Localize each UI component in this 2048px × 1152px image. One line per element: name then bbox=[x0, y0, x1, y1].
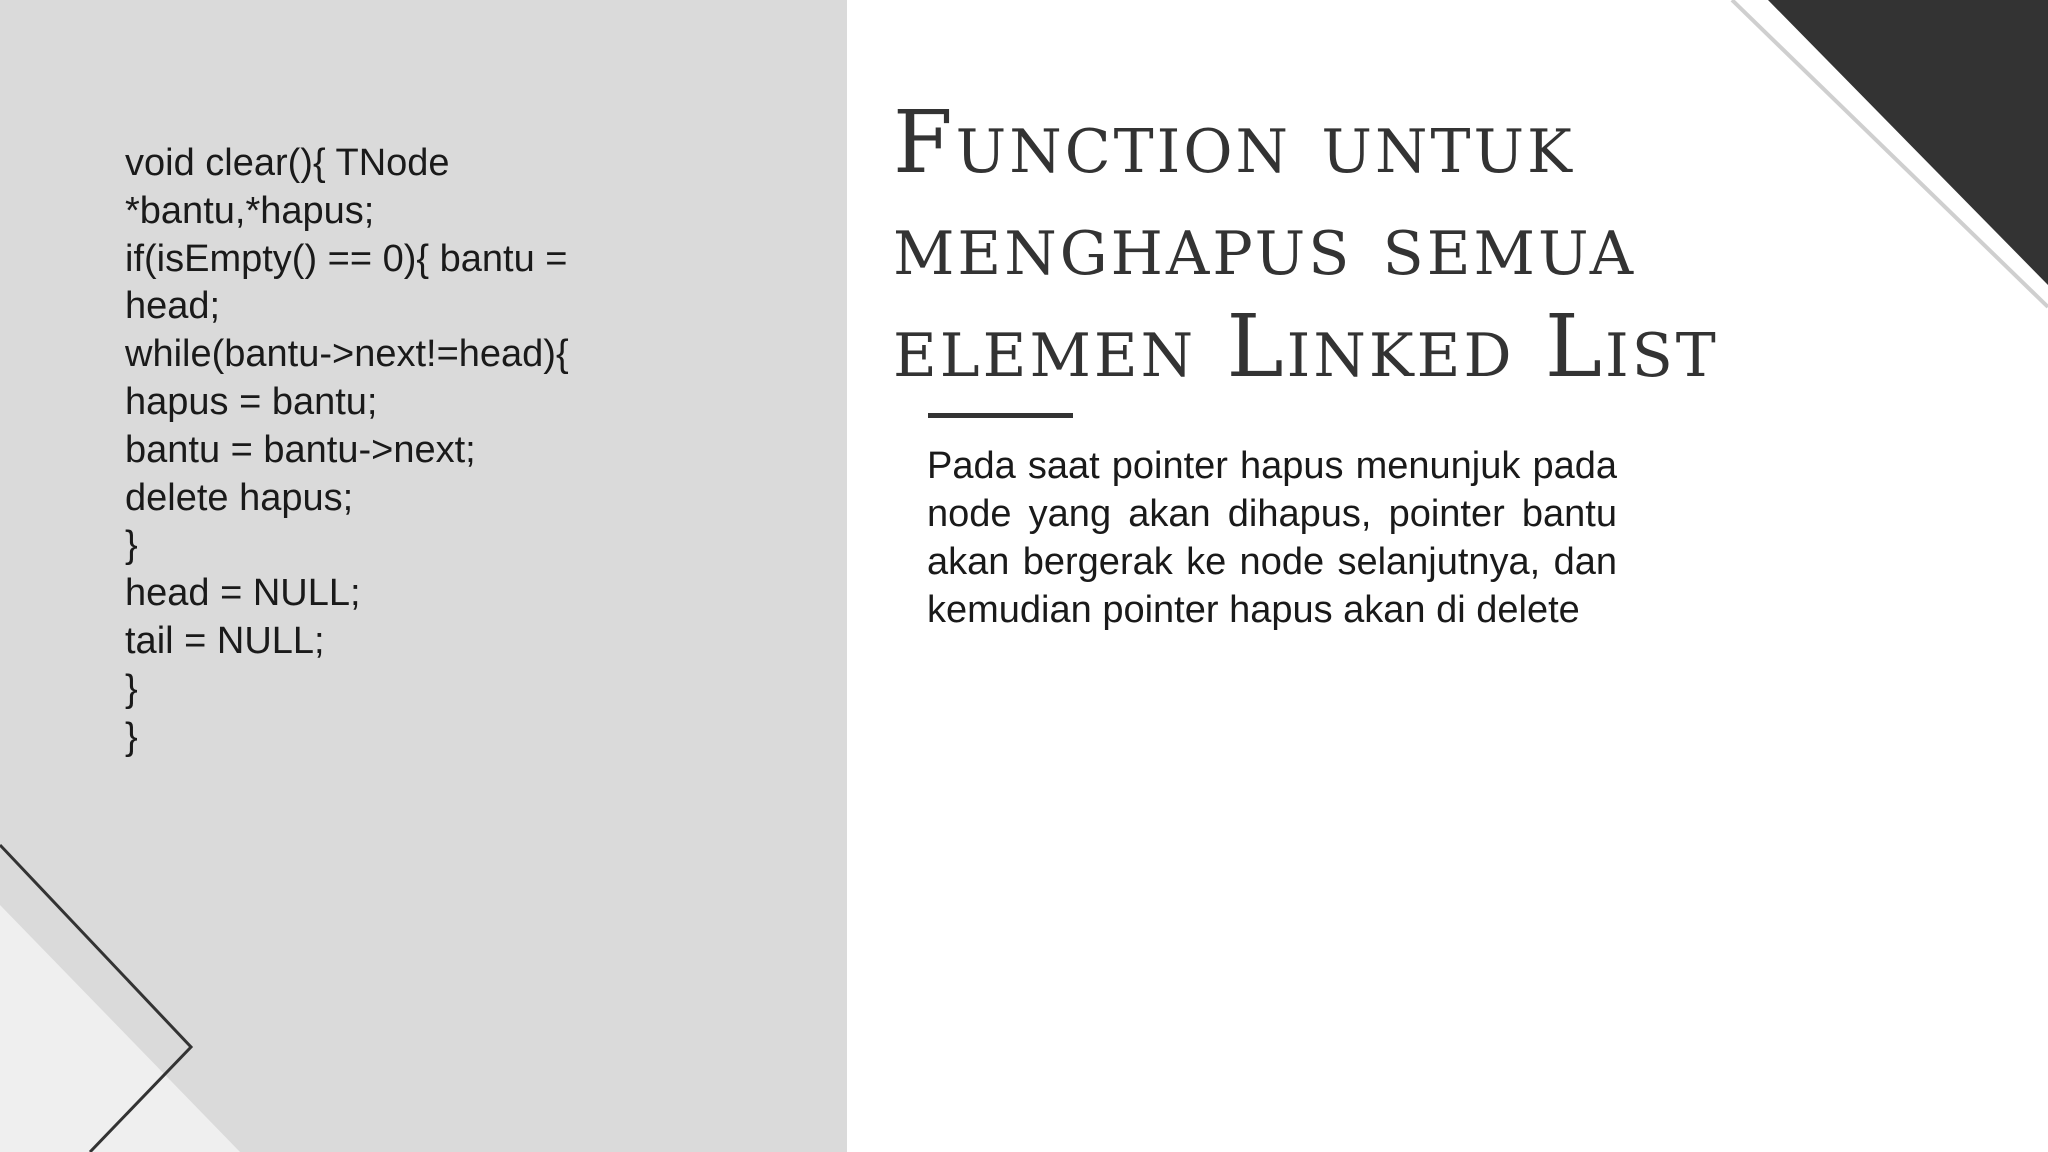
title-underline bbox=[928, 413, 1073, 418]
slide-title-line: menghapus semua bbox=[893, 195, 1637, 295]
code-line: void clear(){ TNode bbox=[125, 142, 450, 184]
code-line: while(bantu->next!=head){ bbox=[125, 333, 569, 376]
code-line: *bantu,*hapus; bbox=[125, 189, 375, 232]
code-line: head; bbox=[125, 285, 221, 328]
slide-title bbox=[893, 92, 1893, 398]
description-text: Pada saat pointer hapus menunjuk pada node yang akan dihapus, pointer bantu akan bergerak ke node selanjutnya, dan kemudian pointer hapus akan di delete bbox=[927, 445, 1617, 631]
code-line: if(isEmpty() == 0){ bantu = bbox=[125, 237, 568, 280]
code-line: bantu = bantu->next; bbox=[125, 428, 476, 471]
code-line: head = NULL; bbox=[125, 572, 361, 615]
slide-title-line: elemen Linked List bbox=[893, 297, 1719, 397]
code-line: } bbox=[125, 667, 138, 710]
code-line: } bbox=[125, 715, 138, 758]
code-block bbox=[125, 140, 765, 761]
code-line: tail = NULL; bbox=[125, 619, 325, 662]
slide-title-line: Function untuk bbox=[893, 93, 1575, 193]
code-line: } bbox=[125, 524, 138, 567]
code-line: delete hapus; bbox=[125, 476, 354, 519]
code-line: hapus = bantu; bbox=[125, 380, 378, 423]
